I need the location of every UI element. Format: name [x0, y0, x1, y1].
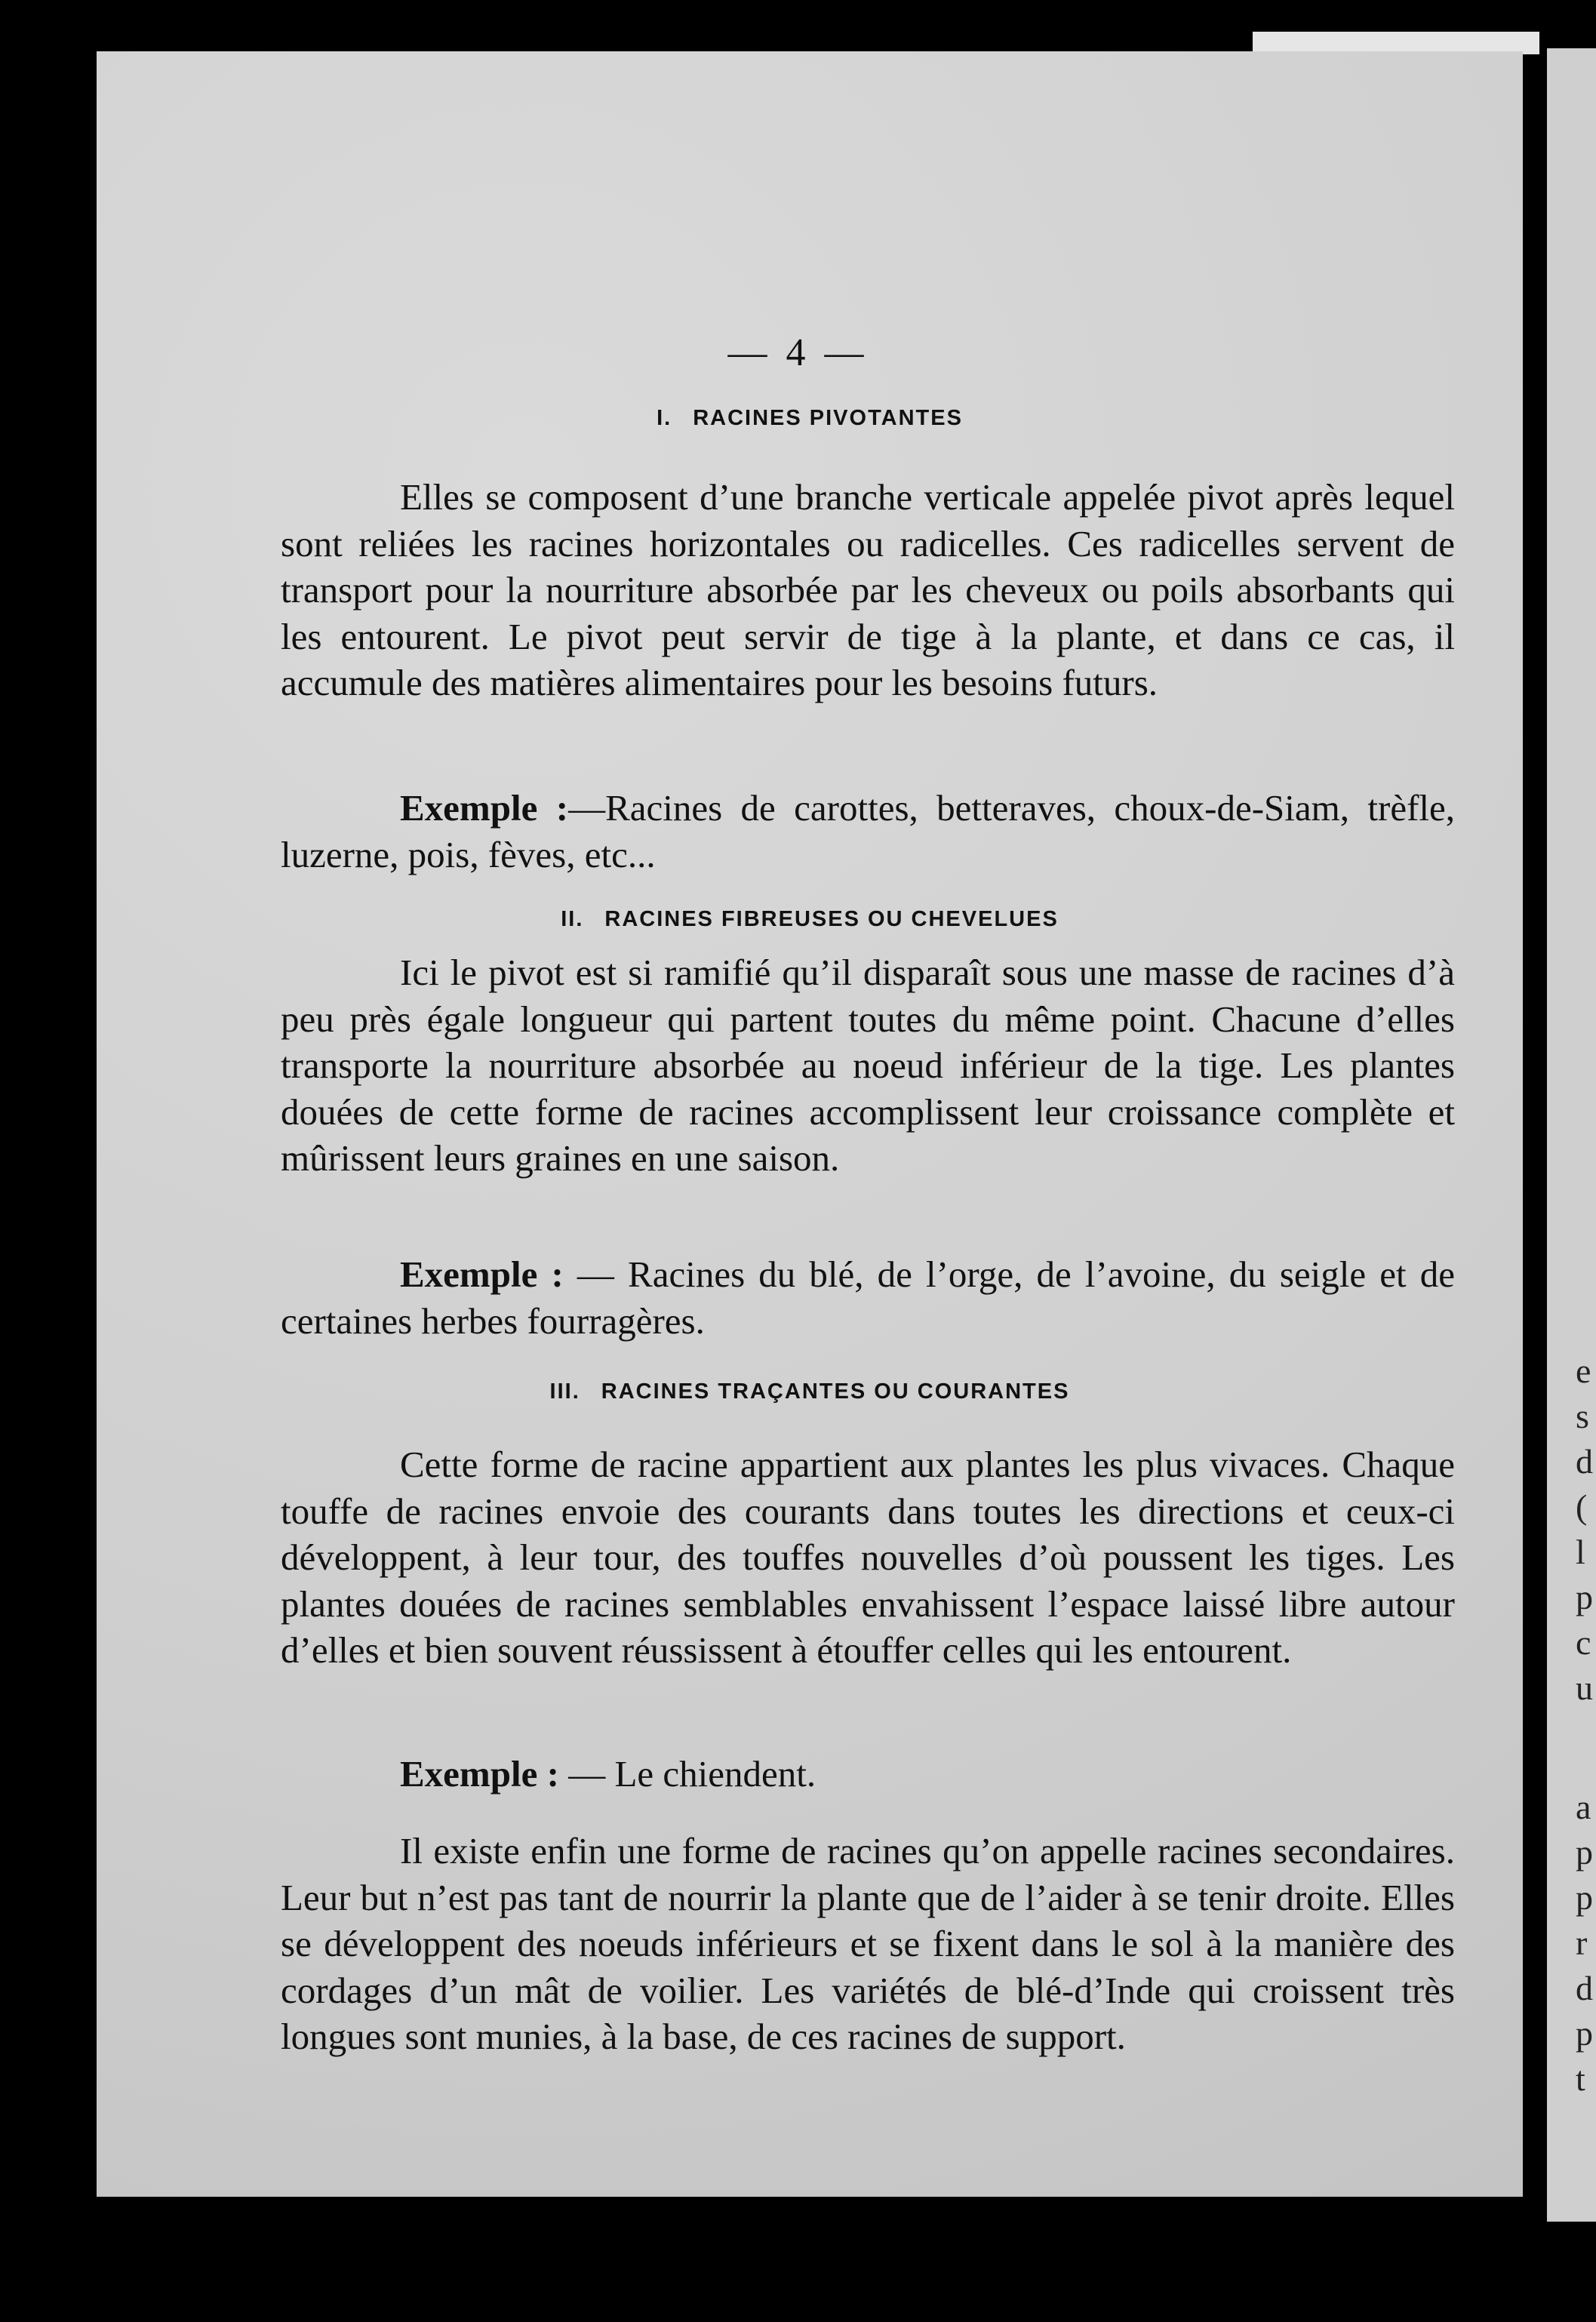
- section-3-paragraph: Cette forme de racine appartient aux plantes les plus vivaces. Chaque touffe de racines envoie des courants dans toutes les directions et ceux-ci développent, à leur tour, des touffes nouvelles d’où poussent les tiges. Les plantes douées de racines semblables envahissent l’espace laissé libre autour d’elles et bien souvent réussissent à étouffer celles qui les entourent.: [281, 1444, 1455, 1671]
- edge-letter: u: [1576, 1668, 1593, 1707]
- section-1-paragraph: Elles se composent d’une branche verticale appelée pivot après lequel sont reliées les racines horizontales ou radicelles. Ces radicelles servent de transport pour la nourriture absorbée par les cheveux ou poils absorbants qui les entourent. Le pivot peut servir de tige à la plante, et dans ce cas, il accumule des matières alimentaires pour les besoins futurs.: [281, 476, 1455, 703]
- edge-letter: a: [1576, 1788, 1591, 1826]
- section-2-example: Exemple : — Racines du blé, de l’orge, de l’avoine, du seigle et de certaines herbes fourragères.: [281, 1253, 1456, 1342]
- closing-paragraph: Il existe enfin une forme de racines qu’on appelle racines secondaires. Leur but n’est pas tant de nourrir la plante que de l’aider à se tenir droite. Elles se développent des noeuds inférieurs et se fixent dans le sol à la manière des cordages d’un mât de voilier. Les variétés de blé-d’Inde qui croissent très longues sont munies, à la base, de ces racines de support.: [281, 1830, 1455, 2057]
- page-number: — 4 —: [727, 331, 869, 374]
- edge-letter: d: [1576, 1969, 1593, 2007]
- edge-letter: r: [1576, 1924, 1588, 1962]
- section-1-example: Exemple :—Racines de carottes, betteraves, choux-de-Siam, trèfle, luzerne, pois, fèves, etc...: [281, 787, 1455, 875]
- edge-letter: p: [1576, 1833, 1593, 1871]
- section-heading-1: I. RACINES PIVOTANTES: [657, 406, 963, 430]
- edge-letter: t: [1576, 2059, 1585, 2098]
- edge-letter: p: [1576, 1578, 1593, 1616]
- edge-letter: s: [1576, 1397, 1589, 1435]
- section-3-example: Exemple : — Le chiendent.: [400, 1753, 816, 1795]
- edge-letter: d: [1576, 1442, 1593, 1481]
- edge-letter: l: [1576, 1533, 1585, 1571]
- edge-letter: c: [1576, 1623, 1591, 1662]
- section-heading-3: III. RACINES TRAÇANTES OU COURANTES: [549, 1379, 1070, 1404]
- edge-letter: p: [1576, 1878, 1593, 1917]
- section-2-paragraph: Ici le pivot est si ramifié qu’il disparaît sous une masse de racines d’à peu près égale longueur qui partent toutes du même point. Chacune d’elles transporte la nourriture absorbée au noeud inférieur de la tige. Les plantes douées de cette forme de racines accomplissent leur croissance complète et mûrissent leurs graines en une saison.: [281, 952, 1455, 1179]
- edge-letter: (: [1576, 1487, 1588, 1526]
- section-heading-2: II. RACINES FIBREUSES OU CHEVELUES: [561, 907, 1059, 931]
- edge-letter: e: [1576, 1352, 1591, 1390]
- edge-letter: p: [1576, 2014, 1593, 2053]
